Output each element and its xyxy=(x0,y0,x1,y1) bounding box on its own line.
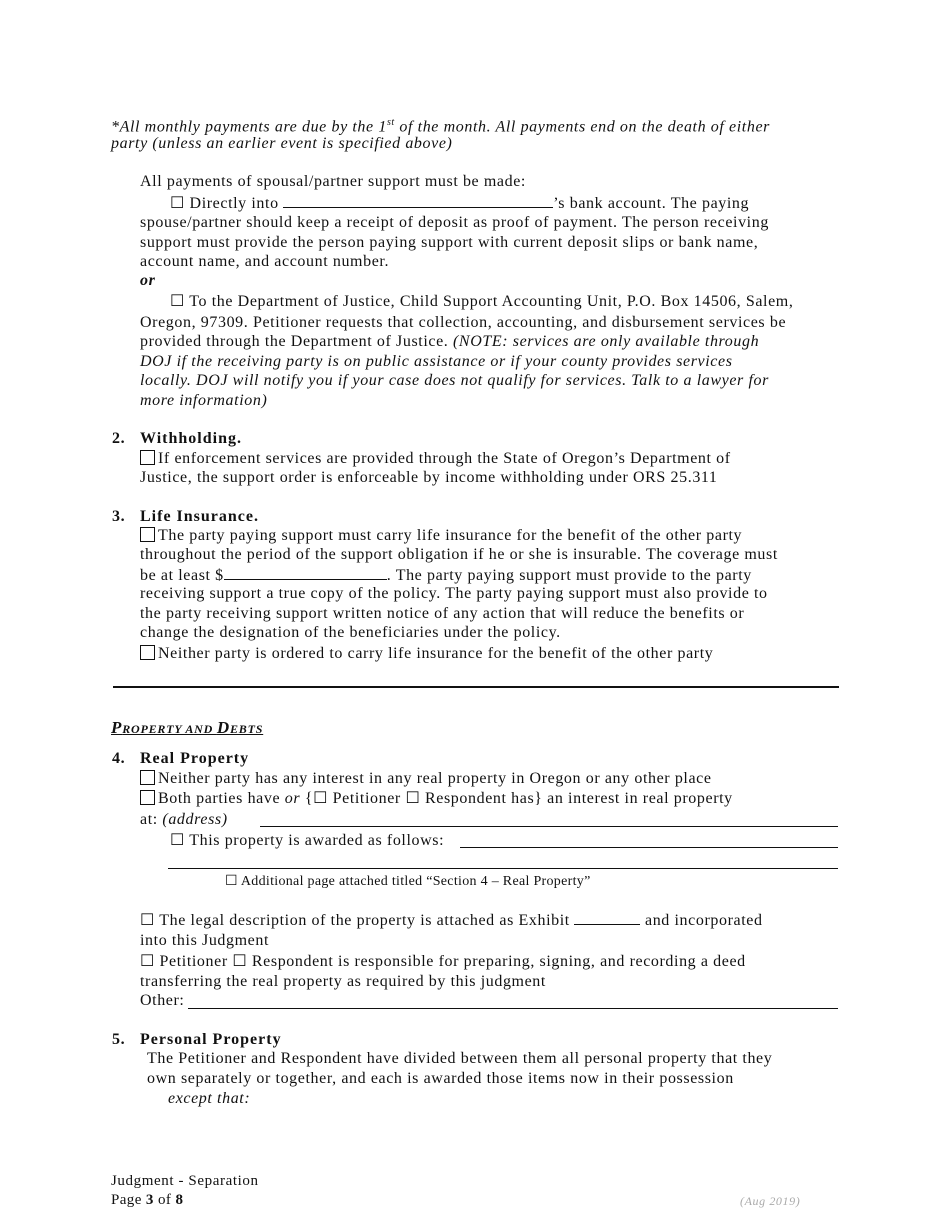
address-field[interactable] xyxy=(260,826,838,827)
real-property-heading: Real Property xyxy=(140,750,250,767)
payment-due-note: *All monthly payments are due by the 1st of the month. All payments end on the death of either xyxy=(111,117,770,136)
personal-property-number: 5. xyxy=(112,1031,126,1048)
coverage-amount-field[interactable] xyxy=(224,565,387,580)
no-life-insurance-checkbox[interactable] xyxy=(140,645,155,660)
withholding-checkbox[interactable] xyxy=(140,450,155,465)
footer-page-number: Page 3 of 8 xyxy=(111,1192,184,1208)
life-insurance-option: The party paying support must carry life insurance for the benefit of the other party xyxy=(140,526,742,546)
property-award-checkbox[interactable]: ☐ xyxy=(170,832,185,849)
doj-option: ☐ To the Department of Justice, Child Support Accounting Unit, P.O. Box 14506, Salem, xyxy=(170,293,794,310)
property-award-option: ☐ This property is awarded as follows: xyxy=(170,832,445,849)
direct-deposit-option: ☐ Directly into ’s bank account. The paying xyxy=(170,195,750,212)
real-property-number: 4. xyxy=(112,750,126,767)
or-separator: or xyxy=(140,272,156,289)
real-property-interest-checkbox[interactable] xyxy=(140,790,155,805)
withholding-number: 2. xyxy=(112,430,126,447)
life-insurance-text: throughout the period of the support obligation if he or she is insurable. The coverage must xyxy=(140,546,778,563)
account-holder-field[interactable] xyxy=(283,193,553,208)
direct-deposit-text: account name, and account number. xyxy=(140,253,390,270)
life-insurance-checkbox[interactable] xyxy=(140,527,155,542)
doj-text: Oregon, 97309. Petitioner requests that collection, accounting, and disbursement services be xyxy=(140,314,787,331)
no-real-property-option: Neither party has any interest in any real property in Oregon or any other place xyxy=(140,769,712,789)
exhibit-field[interactable] xyxy=(574,910,640,925)
withholding-text: Justice, the support order is enforceable by income withholding under ORS 25.311 xyxy=(140,469,718,486)
payments-intro: All payments of spousal/partner support must be made: xyxy=(140,173,526,190)
direct-deposit-checkbox[interactable]: ☐ xyxy=(170,195,185,212)
life-insurance-number: 3. xyxy=(112,508,126,525)
doj-text: provided through the Department of Justice. (NOTE: services are only available through xyxy=(140,333,760,350)
doj-note: more information) xyxy=(140,392,268,409)
life-insurance-text: receiving support a true copy of the policy. The party paying support must also provide to xyxy=(140,585,768,602)
life-insurance-amount-line: be at least $ . The party paying support must provide to the party xyxy=(140,567,752,584)
legal-description-text: into this Judgment xyxy=(140,932,270,949)
section-heading-property-debts: PROPERTY AND DEBTS xyxy=(111,718,264,737)
property-award-field-continued[interactable] xyxy=(168,868,838,869)
doj-note: locally. DOJ will notify you if your case does not qualify for services. Talk to a lawyer for xyxy=(140,372,769,389)
deed-responsibility-text: transferring the real property as required by this judgment xyxy=(140,973,546,990)
personal-property-heading: Personal Property xyxy=(140,1031,282,1048)
life-insurance-text: the party receiving support written notice of any action that will reduce the benefits or xyxy=(140,605,745,622)
direct-deposit-text: support must provide the person paying support with current deposit slips or bank name, xyxy=(140,234,759,251)
personal-property-text: own separately or together, and each is awarded those items now in their possession xyxy=(147,1070,734,1087)
other-field[interactable] xyxy=(188,1008,838,1009)
additional-page-option[interactable]: ☐ Additional page attached titled “Section 4 – Real Property” xyxy=(225,874,591,889)
personal-property-exception: except that: xyxy=(168,1090,251,1107)
real-property-interest-option: Both parties have or {☐ Petitioner ☐ Respondent has} an interest in real property xyxy=(140,789,733,809)
no-life-insurance-option: Neither party is ordered to carry life insurance for the benefit of the other party xyxy=(140,644,713,664)
section-divider xyxy=(113,686,839,688)
withholding-option: If enforcement services are provided through the State of Oregon’s Department of xyxy=(140,449,731,469)
doj-note: DOJ if the receiving party is on public assistance or if your county provides services xyxy=(140,353,733,370)
life-insurance-heading: Life Insurance. xyxy=(140,508,259,525)
address-label: at: (address) xyxy=(140,811,228,828)
doj-checkbox[interactable]: ☐ xyxy=(170,293,185,310)
footer-version: (Aug 2019) xyxy=(740,1194,801,1208)
property-award-field[interactable] xyxy=(460,847,838,848)
footer-form-title: Judgment - Separation xyxy=(111,1173,259,1189)
no-real-property-checkbox[interactable] xyxy=(140,770,155,785)
payment-end-note: party (unless an earlier event is specified above) xyxy=(111,135,453,152)
personal-property-text: The Petitioner and Respondent have divided between them all personal property that they xyxy=(147,1050,773,1067)
deed-responsibility-option[interactable]: ☐ Petitioner ☐ Respondent is responsible for preparing, signing, and recording a deed xyxy=(140,953,746,970)
direct-deposit-text: spouse/partner should keep a receipt of deposit as proof of payment. The person receiving xyxy=(140,214,769,231)
other-label: Other: xyxy=(140,992,185,1009)
withholding-heading: Withholding. xyxy=(140,430,242,447)
legal-description-option: ☐ The legal description of the property is attached as Exhibit and incorporated xyxy=(140,912,763,929)
life-insurance-text: change the designation of the beneficiaries under the policy. xyxy=(140,624,561,641)
